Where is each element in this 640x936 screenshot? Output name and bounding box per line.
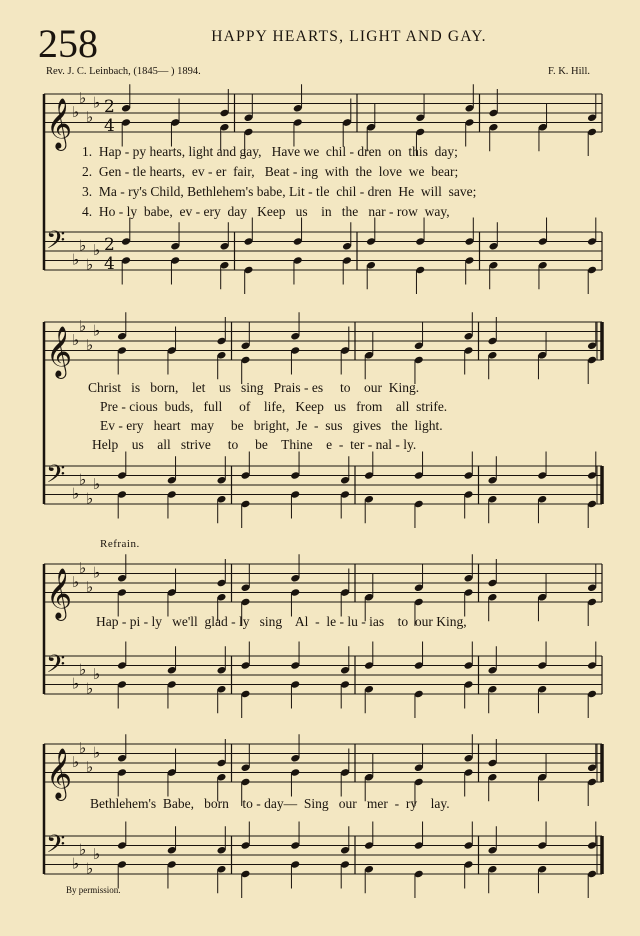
flat-sign: ♭ (93, 665, 101, 683)
flat-sign: ♭ (86, 757, 94, 776)
refrain-label: Refrain. (100, 538, 140, 550)
flat-sign: ♭ (72, 103, 80, 121)
flat-sign: ♭ (79, 840, 87, 859)
flat-sign: ♭ (72, 250, 80, 269)
flat-sign: ♭ (86, 255, 94, 274)
verse-3-line-1: 3. Ma - ry's Child, Bethlehem's babe, Lit - tle chil - dren He will save; (82, 184, 477, 199)
flat-sign: ♭ (93, 321, 101, 340)
flat-sign: ♭ (93, 93, 101, 112)
flat-sign: ♭ (79, 236, 87, 255)
flat-sign: ♭ (93, 563, 101, 582)
time-signature-top: 2 (104, 97, 115, 117)
flat-sign: ♭ (86, 489, 94, 508)
bass-clef: 𝄢 (46, 459, 66, 495)
composer-credit: F. K. Hill. (547, 66, 590, 77)
refrain-line-2: Bethlehem's Babe, born to - day— Sing our mer - ry lay. (90, 796, 450, 811)
flat-sign: ♭ (72, 674, 80, 693)
bass-clef: 𝄢 (46, 829, 66, 865)
flat-sign: ♭ (93, 845, 101, 863)
flat-sign: ♭ (86, 679, 94, 698)
time-signature-bottom: 4 (104, 116, 115, 136)
verse-2-line-1: 2. Gen - tle hearts, ev - er fair, Beat - ing with the love we bear; (82, 164, 459, 179)
time-signature-bottom: 4 (104, 254, 115, 274)
hymn-title: HAPPY HEARTS, LIGHT AND GAY. (211, 28, 487, 45)
flat-sign: ♭ (93, 475, 101, 493)
flat-sign: ♭ (79, 660, 87, 679)
flat-sign: ♭ (79, 470, 87, 489)
verse-4-line-2: Help us all strive to be Thine e - ter - nal - ly. (92, 437, 417, 452)
author-credit: Rev. J. C. Leinbach, (1845— ) 1894. (46, 66, 201, 77)
flat-sign: ♭ (86, 577, 94, 596)
flat-sign: ♭ (72, 484, 80, 503)
flat-sign: ♭ (72, 331, 80, 349)
verse-1-line-2: Christ is born, let us sing Prais - es to our King. (88, 380, 420, 395)
treble-clef: 𝄞 (46, 748, 73, 799)
treble-clef: 𝄞 (46, 326, 73, 377)
bass-clef: 𝄢 (46, 649, 66, 685)
verse-3-line-2: Ev - ery heart may be bright, Je - sus gives the light. (100, 418, 443, 433)
treble-clef: 𝄞 (46, 568, 73, 619)
time-signature-top: 2 (104, 235, 115, 255)
flat-sign: ♭ (72, 573, 80, 591)
treble-clef: 𝄞 (46, 98, 73, 149)
flat-sign: ♭ (86, 107, 94, 126)
verse-4-line-1: 4. Ho - ly babe, ev - ery day Keep us in the nar - row way, (82, 204, 450, 219)
verse-1-line-1: 1. Hap - py hearts, light and gay, Have we chil - dren on this day; (82, 144, 458, 159)
hymn-number: 258 (38, 21, 98, 66)
flat-sign: ♭ (79, 738, 87, 757)
flat-sign: ♭ (79, 316, 87, 335)
refrain-line-1: Hap - pi - ly we'll glad - ly sing Al - le - lu - ias to our King, (96, 614, 467, 629)
flat-sign: ♭ (72, 854, 80, 873)
bass-clef: 𝄢 (46, 225, 66, 261)
permission-note: By permission. (66, 885, 121, 895)
flat-sign: ♭ (86, 859, 94, 878)
flat-sign: ♭ (86, 335, 94, 354)
flat-sign: ♭ (93, 241, 101, 259)
flat-sign: ♭ (72, 753, 80, 771)
flat-sign: ♭ (79, 558, 87, 577)
flat-sign: ♭ (79, 88, 87, 107)
verse-2-line-2: Pre - cious buds, full of life, Keep us from all strife. (100, 399, 448, 414)
flat-sign: ♭ (93, 743, 101, 762)
